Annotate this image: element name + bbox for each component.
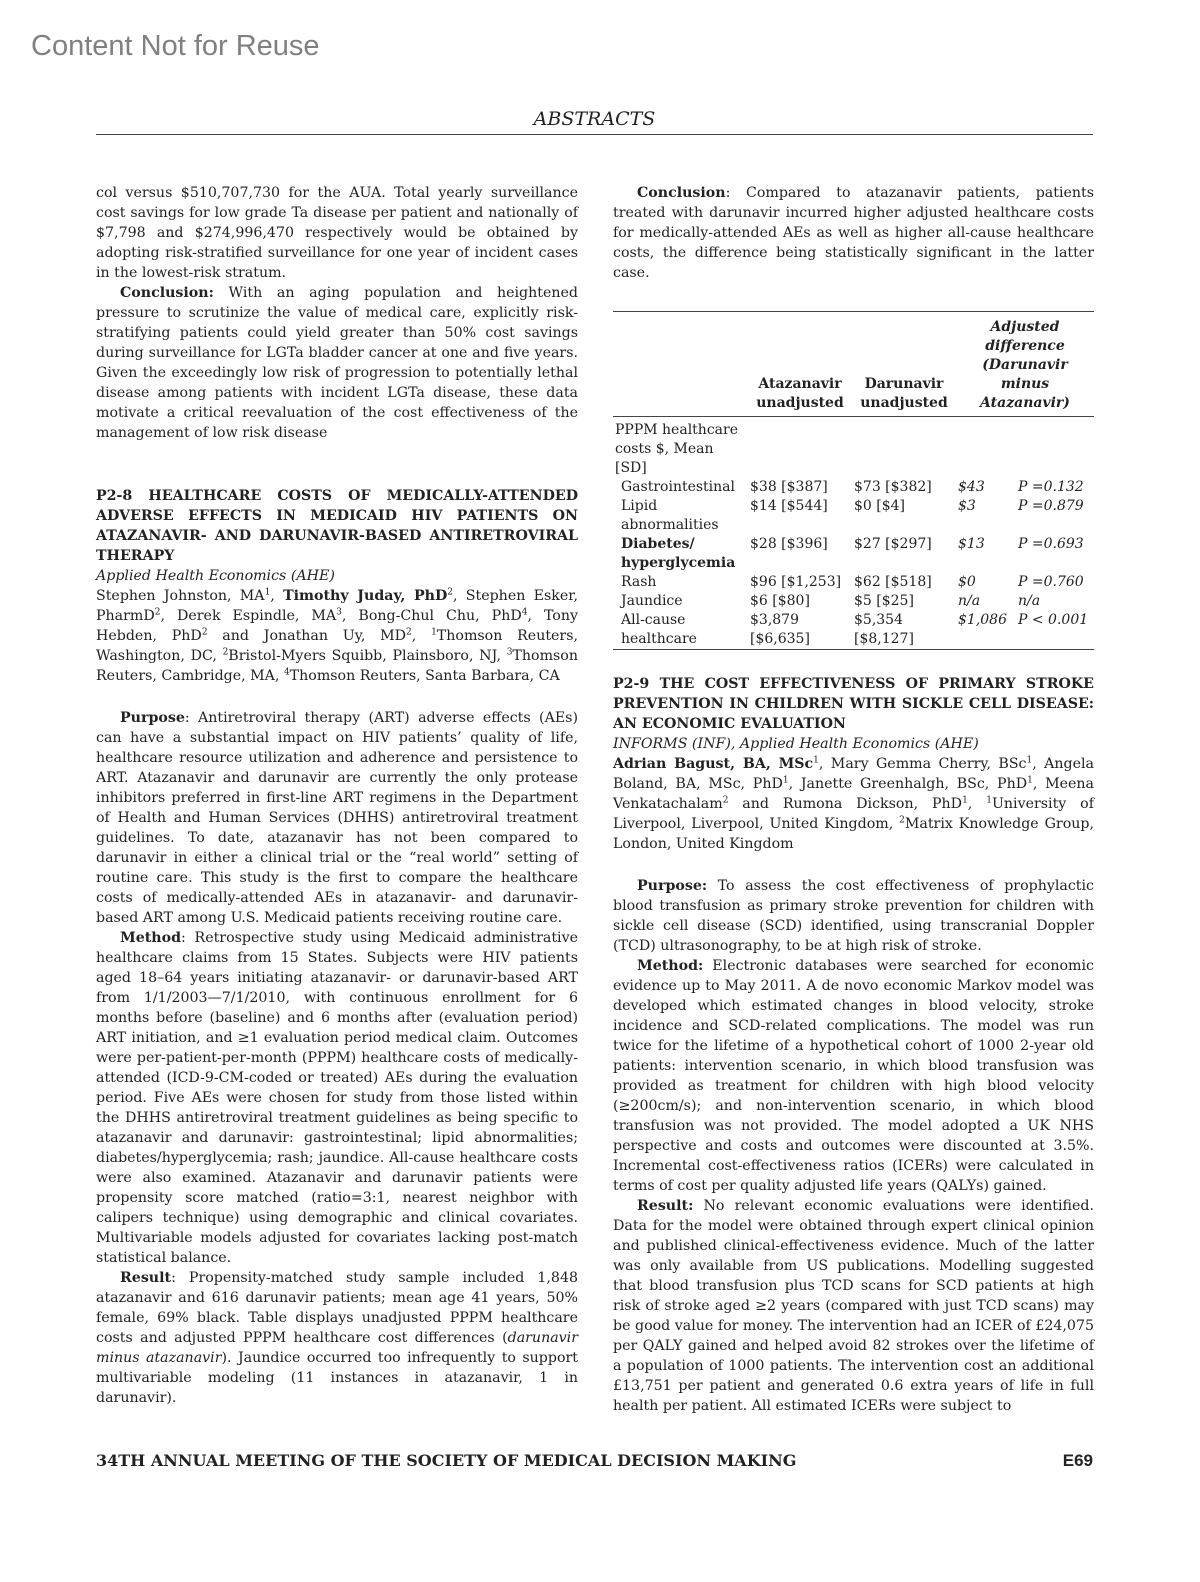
cell-atazanavir: $96 [$1,253]: [750, 574, 842, 590]
table-header-blank: [613, 312, 748, 417]
author-text: , Janette Greenhalgh, BSc, PhD: [788, 776, 1028, 792]
right-column: [613, 183, 1094, 1416]
table-row: [613, 497, 1094, 535]
result-text: : Propensity-matched study sample included 1,848 atazanavir and 616 darunavir patients; mean age 41 years, 50% female, 69% black. Table displays unadjusted PPPM healthcare costs and adjusted PPPM healthcare cost differences (: [96, 1270, 578, 1346]
presenting-author: Timothy Juday, PhD: [283, 588, 448, 604]
row-label: Jaundice: [621, 593, 683, 609]
table-header-atazanavir: Atazanavir unadjusted: [756, 376, 844, 411]
superscript: 4: [521, 607, 528, 618]
abstract-affiliation: INFORMS (INF), Applied Health Economics (AHE): [613, 736, 979, 752]
conclusion-text: With an aging population and heightened pressure to scrutinize the value of medical care, explicitly risk-stratifying patients could yield greater than 50% cost savings during surveillance for LGTa bladder cancer at one and five years. Given the exceedingly low risk of progression to potentially lethal disease among patients with incident LGTa disease, these data motivate a critical reevaluation of the cost effectiveness of the management of low risk disease: [96, 285, 578, 441]
table-row: [613, 573, 1094, 592]
superscript: 3: [336, 607, 342, 618]
result-label: Result:: [637, 1198, 694, 1214]
row-label: Gastrointestinal: [621, 479, 735, 495]
abstract-title-p2-8: P2-8 HEALTHCARE COSTS OF MEDICALLY-ATTENDED ADVERSE EFFECTS IN MEDICAID HIV PATIENTS ON ATAZANAVIR- AND DARUNAVIR-BASED ANTIRETROVIRAL THERAPY: [96, 488, 578, 564]
author-list: [613, 754, 1094, 854]
superscript: 2: [201, 627, 208, 638]
conclusion-paragraph: [96, 283, 578, 443]
watermark: Content Not for Reuse: [31, 30, 320, 62]
cell-p-value: P =0.879: [1018, 498, 1084, 514]
superscript: 4: [283, 667, 290, 678]
cell-darunavir: $5 [$25]: [854, 593, 914, 609]
table-row: [613, 611, 1094, 650]
cell-atazanavir: $3,879 [$6,635]: [750, 612, 810, 647]
method-label: Method: [120, 930, 181, 946]
conclusion-label: Conclusion:: [120, 285, 214, 301]
author-text: Matrix Knowledge Group, London, United Kingdom: [613, 816, 1094, 852]
author-text: , Angela Boland, BA, MSc, PhD: [613, 756, 1094, 792]
author-text: , Tony Hebden, PhD: [96, 608, 578, 644]
cell-atazanavir: $6 [$80]: [750, 593, 810, 609]
page-header: ABSTRACTS: [533, 108, 656, 130]
author-text: Bristol-Myers Squibb, Plainsboro, NJ,: [228, 648, 507, 664]
table-header-row: [613, 312, 1094, 417]
table-section-row: [613, 417, 1094, 479]
cell-p-value: P < 0.001: [1018, 612, 1089, 628]
superscript: 2: [447, 587, 453, 598]
conclusion-text: : Compared to atazanavir patients, patients treated with darunavir incurred higher adjusted healthcare costs for medically-attended AEs as well as higher all-cause healthcare costs, the difference being statistically significant in the latter case.: [613, 185, 1094, 281]
conclusion-paragraph: [613, 183, 1094, 283]
purpose-label: Purpose:: [637, 878, 708, 894]
superscript: 1: [813, 755, 819, 766]
table-row: [613, 592, 1094, 611]
purpose-text: : Antiretroviral therapy (ART) adverse effects (AEs) can have a substantial impact on HIV patients’ quality of life, healthcare resource utilization and adherence and persistence to ART. Atazanavir and darunavir are currently the only protease inhibitors preferred in first-line ART regimens in the Department of Health and Human Services (DHHS) antiretroviral treatment guidelines. To date, atazanavir has not been compared to darunavir in either a clinical trial or the “real world” setting of routine care. This study is the first to compare the healthcare costs of medically-attended AEs in atazanavir- and darunavir-based ART among U.S. Medicaid patients receiving routine care.: [96, 710, 578, 926]
cell-p-value: P =0.760: [1018, 574, 1084, 590]
presenting-author: Adrian Bagust, BA, MSc: [613, 756, 814, 772]
superscript: 1: [264, 587, 271, 598]
purpose-label: Purpose: [120, 710, 185, 726]
purpose-paragraph: [613, 876, 1094, 956]
cell-darunavir: $0 [$4]: [854, 498, 906, 514]
author-text: , Derek Espindle, MA: [160, 608, 337, 624]
cell-p-value: P =0.693: [1018, 536, 1084, 552]
page-number: E69: [1062, 1451, 1093, 1470]
method-text: : Retrospective study using Medicaid administrative healthcare claims from 15 States. Subjects were HIV patients aged 18–64 years initiating atazanavir- or darunavir-based ART from 1/1/2003—7/1/2010, with continuous enrollment for 6 months before (baseline) and 6 months after (evaluation period) ART initiation, and ≥1 evaluation period medical claim. Outcomes were per-patient-per-month (PPPM) healthcare costs of medically-attended (ICD-9-CM-coded or treated) AEs during the evaluation period. Five AEs were chosen for study from those listed within the DHHS antiretroviral treatment guidelines as being specific to atazanavir and darunavir: gastrointestinal; lipid abnormalities; diabetes/hyperglycemia; rash; jaundice. All-cause healthcare costs were also examined. Atazanavir and darunavir patients were propensity score matched (ratio=3:1, nearest neighbor with calipers technique) using demographic and clinical covariates. Multivariable models adjusted for covariates lacking post-match statistical balance.: [96, 930, 578, 1266]
cell-atazanavir: $38 [$387]: [750, 479, 828, 495]
cell-adjusted-difference: $0: [958, 574, 976, 590]
author-text: , Bong-Chul Chu, PhD: [341, 608, 522, 624]
cell-adjusted-difference: $3: [958, 498, 976, 514]
method-label: Method:: [637, 958, 704, 974]
cell-darunavir: $27 [$297]: [854, 536, 932, 552]
result-italic: darunavir minus atazanavir: [96, 1330, 578, 1366]
page-footer: [96, 1451, 1093, 1470]
cell-adjusted-difference: $1,086: [958, 612, 1007, 628]
author-text: ,: [967, 796, 987, 812]
author-text: , Mary Gemma Cherry, BSc: [818, 756, 1027, 772]
superscript: 2: [222, 647, 229, 658]
author-text: Thomson Reuters, Cambridge, MA,: [96, 648, 578, 684]
table-header-darunavir: Darunavir unadjusted: [860, 376, 948, 411]
method-paragraph: [613, 956, 1094, 1196]
method-text: Electronic databases were searched for economic evidence up to May 2011. A de novo economic Markov model was developed which estimated changes in blood velocity, stroke incidence and SCD-related complications. The model was run twice for the lifetime of a hypothetical cohort of 1000 2-year old patients: intervention scenario, in which blood transfusion was provided as treatment for children with high blood velocity (≥200cm/s); and non-intervention scenario, in which blood transfusion was not provided. The model adopted a UK NHS perspective and costs and outcomes were discounted at 3.5%. Incremental cost-effectiveness ratios (ICERs) were calculated in terms of cost per quality adjusted life years (QALYs) gained.: [613, 958, 1094, 1194]
result-text: No relevant economic evaluations were identified. Data for the model were obtained through expert clinical opinion and published clinical-effectiveness evidence. Much of the latter was only available from US publications. Modelling suggested that blood transfusion plus TCD scans for SCD patients at high risk of stroke aged ≥2 years (compared with just TCD scans) may be good value for money. The intervention had an ICER of £24,075 per QALY gained and helped avoid 82 strokes over the lifetime of a population of 1000 patients. The intervention cost an additional £13,751 per patient and generated 0.6 extra years of life in full health per patient. All estimated ICERs were subject to: [613, 1198, 1094, 1414]
purpose-paragraph: [96, 708, 578, 928]
superscript: 2: [154, 607, 161, 618]
abstract-affiliation: Applied Health Economics (AHE): [96, 568, 335, 584]
cell-atazanavir: $28 [$396]: [750, 536, 828, 552]
superscript: 1: [782, 775, 789, 786]
table-row: [613, 535, 1094, 573]
superscript: 1: [1026, 755, 1033, 766]
author-text: , Meena Venkatachalam: [613, 776, 1095, 812]
author: Stephen Johnston, MA: [96, 588, 265, 604]
author-sep: ,: [270, 588, 284, 604]
table-row: [613, 478, 1094, 497]
row-label: Rash: [621, 574, 657, 590]
cell-p-value: n/a: [1018, 593, 1041, 609]
superscript: 1: [1027, 775, 1033, 786]
cell-darunavir: $73 [$382]: [854, 479, 932, 495]
purpose-text: To assess the cost effectiveness of prophylactic blood transfusion as primary stroke prevention for children with sickle cell disease (SCD) identified, using transcranial Doppler (TCD) ultrasonography, to be at high risk of stroke.: [613, 878, 1094, 954]
superscript: 2: [722, 795, 729, 806]
result-paragraph: [96, 1268, 578, 1408]
journal-name: 34TH ANNUAL MEETING OF THE SOCIETY OF MEDICAL DECISION MAKING: [96, 1451, 797, 1470]
cell-atazanavir: $14 [$544]: [750, 498, 828, 514]
table-section-label: PPPM healthcare costs $, Mean [SD]: [615, 422, 738, 476]
superscript: 1: [986, 795, 992, 806]
superscript: 2: [406, 627, 412, 638]
result-label: Result: [120, 1270, 172, 1286]
header-rule: [96, 134, 1093, 135]
author-text: Thomson Reuters, Washington, DC,: [96, 628, 579, 664]
paragraph-continued: col versus $510,707,730 for the AUA. Total yearly surveillance cost savings for low grade Ta disease per patient and nationally of $7,798 and $274,996,470 respectively would be obtained by adopting risk-stratified surveillance for one year of incident cases in the lowest-risk stratum.: [96, 185, 578, 281]
cell-adjusted-difference: $13: [958, 536, 985, 552]
superscript: 3: [506, 647, 513, 658]
author-text: Thomson Reuters, Santa Barbara, CA: [289, 668, 560, 684]
row-label: Lipid abnormalities: [621, 498, 719, 533]
author-list: [96, 586, 578, 686]
abstract-title-p2-9: P2-9 THE COST EFFECTIVENESS OF PRIMARY STROKE PREVENTION IN CHILDREN WITH SICKLE CELL DISEASE: AN ECONOMIC EVALUATION: [613, 676, 1094, 732]
method-paragraph: [96, 928, 578, 1268]
superscript: 1: [431, 627, 437, 638]
result-paragraph: [613, 1196, 1094, 1416]
superscript: 1: [962, 795, 968, 806]
author-text: and Rumona Dickson, PhD: [728, 796, 963, 812]
row-label: Diabetes/ hyperglycemia: [621, 536, 736, 571]
cost-table: [613, 311, 1094, 650]
cell-p-value: P =0.132: [1018, 479, 1084, 495]
row-label: All-cause healthcare: [621, 612, 697, 647]
author-text: , Stephen Esker, PharmD: [96, 588, 578, 624]
cell-adjusted-difference: n/a: [958, 593, 981, 609]
superscript: 2: [899, 815, 905, 826]
author-text: and Jonathan Uy, MD: [207, 628, 407, 644]
author-text: ,: [411, 628, 432, 644]
left-column: [96, 183, 578, 1408]
result-text: ). Jaundice occurred too infrequently to support multivariable modeling (11 instances in atazanavir, 1 in darunavir).: [96, 1350, 578, 1406]
cell-darunavir: $62 [$518]: [854, 574, 932, 590]
cell-darunavir: $5,354 [$8,127]: [854, 612, 914, 647]
author-text: University of Liverpool, Liverpool, United Kingdom,: [613, 796, 1094, 832]
cell-adjusted-difference: $43: [958, 479, 985, 495]
conclusion-label: Conclusion: [637, 185, 726, 201]
table-header-adjusted: Adjusted difference (Darunavir minus Atazanavir): [980, 319, 1070, 411]
